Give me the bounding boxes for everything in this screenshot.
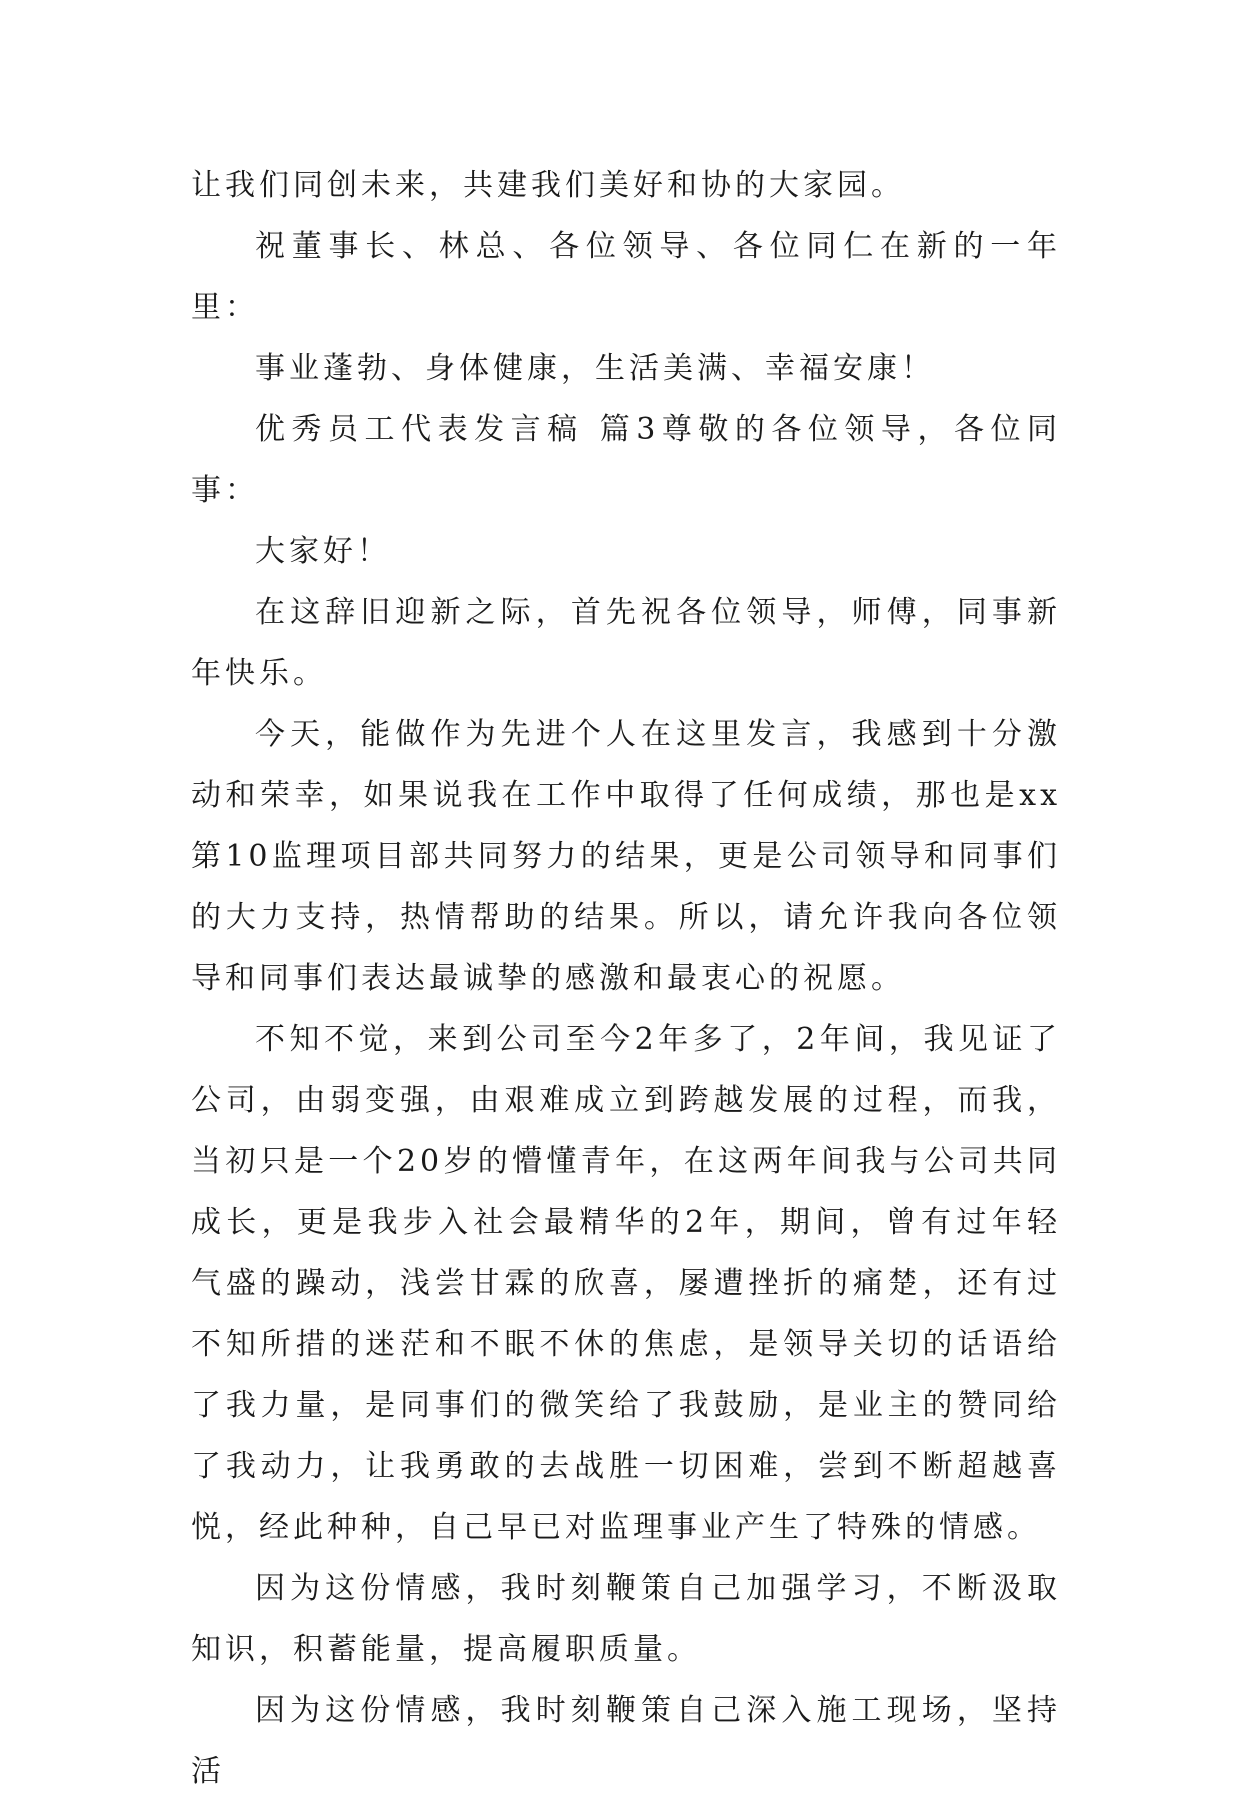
paragraph-1: 让我们同创未来，共建我们美好和协的大家园。 xyxy=(191,168,905,203)
document-body xyxy=(191,155,1061,1802)
paragraph-3: 事业蓬勃、身体健康，生活美满、幸福安康！ xyxy=(255,351,935,386)
paragraph-7: 今天，能做作为先进个人在这里发言，我感到十分激动和荣幸，如果说我在工作中取得了任何成绩，那也是xx第10监理项目部共同努力的结果，更是公司领导和同事们的大力支持，热情帮助的结果。所以，请允许我向各位领导和同事们表达最诚挚的感激和最衷心的祝愿。 xyxy=(191,717,1061,996)
paragraph-6: 在这辞旧迎新之际，首先祝各位领导，师傅，同事新年快乐。 xyxy=(191,595,1061,691)
paragraph-10: 因为这份情感，我时刻鞭策自己深入施工现场，坚持活 xyxy=(191,1693,1061,1789)
paragraph-9: 因为这份情感，我时刻鞭策自己加强学习，不断汲取知识，积蓄能量，提高履职质量。 xyxy=(191,1571,1061,1667)
paragraph-2: 祝董事长、林总、各位领导、各位同仁在新的一年里： xyxy=(191,229,1061,325)
paragraph-4: 优秀员工代表发言稿 篇3尊敬的各位领导，各位同事： xyxy=(191,412,1061,508)
paragraph-5: 大家好！ xyxy=(255,534,391,569)
paragraph-8: 不知不觉，来到公司至今2年多了，2年间，我见证了公司，由弱变强，由艰难成立到跨越发展的过程，而我，当初只是一个20岁的懵懂青年，在这两年间我与公司共同成长，更是我步入社会最精华的2年，期间，曾有过年轻气盛的躁动，浅尝甘霖的欣喜，屡遭挫折的痛楚，还有过不知所措的迷茫和不眠不休的焦虑，是领导关切的话语给了我力量，是同事们的微笑给了我鼓励，是业主的赞同给了我动力，让我勇敢的去战胜一切困难，尝到不断超越喜悦，经此种种，自己早已对监理事业产生了特殊的情感。 xyxy=(191,1022,1061,1545)
